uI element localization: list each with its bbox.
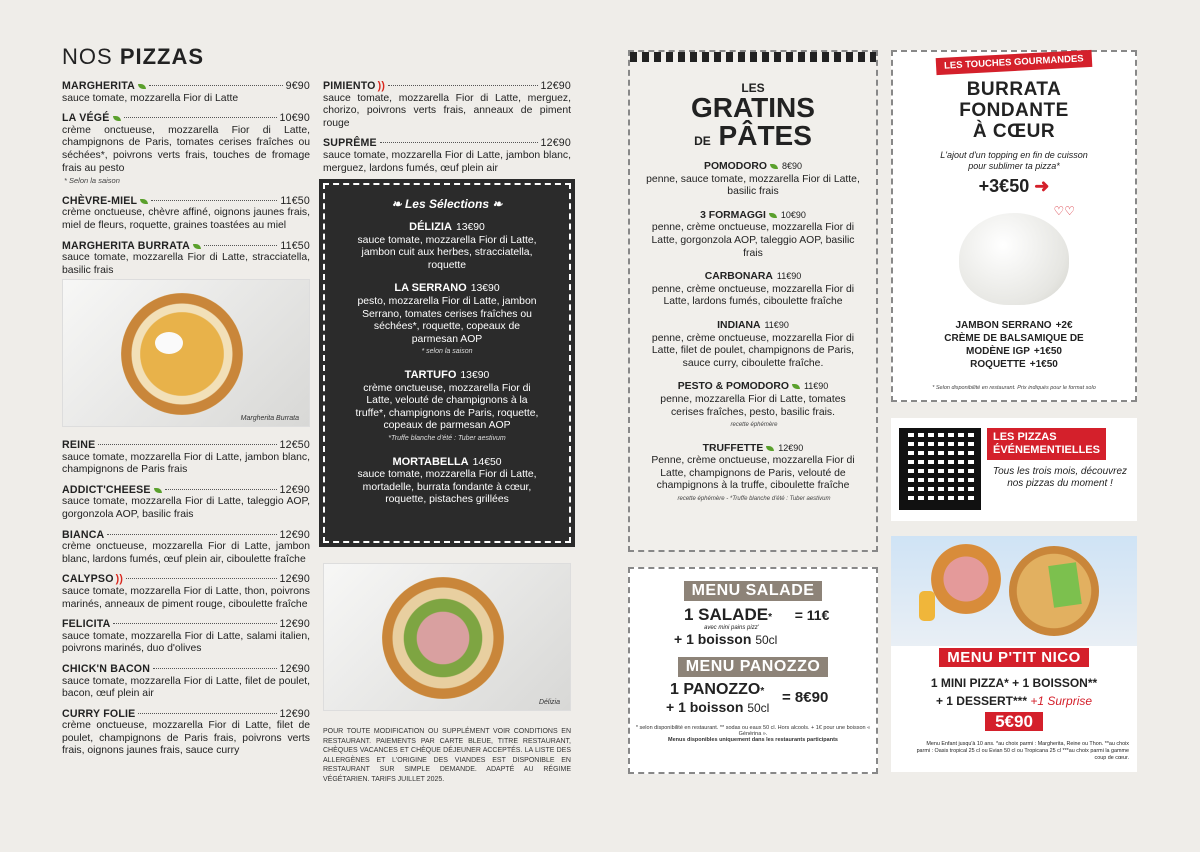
dot-leader — [126, 578, 276, 579]
menu-item — [62, 80, 310, 105]
leaf-icon — [766, 446, 774, 451]
gratin-price: 12€90 — [778, 442, 804, 453]
extra-price: +2€ — [1055, 320, 1073, 331]
gratin-price: 8€90 — [781, 161, 802, 171]
menu-salade-sub: avec mini pains pizz' — [704, 625, 759, 631]
nico-box — [891, 536, 1137, 772]
item-name-row — [62, 240, 310, 253]
events-box — [891, 418, 1137, 521]
menu-item — [62, 439, 310, 477]
burrata-title — [893, 79, 1135, 142]
gratin-desc: penne, crème onctueuse, mozzarella Fior di Latte, gorgonzola AOP, taleggio AOP, basilic frais — [651, 222, 855, 259]
burrata-note: * Selon disponibilité en restaurant. Prix indiqués pour le format solo — [932, 385, 1096, 391]
dot-leader — [165, 489, 277, 490]
item-name-row — [62, 484, 310, 497]
item-desc: crème onctueuse, chèvre affiné, oignons jaunes frais, miel de fleurs, roquette, graines toastées au miel — [62, 207, 310, 231]
pizza-image — [382, 577, 504, 699]
menu-item — [62, 112, 310, 188]
item-name: SUPRÊME — [323, 137, 377, 150]
gratin-name-row — [630, 319, 876, 333]
gratin-item — [630, 209, 876, 260]
nico-image — [891, 536, 1137, 646]
gratins-title: LES GRATINS DE PÂTES — [691, 81, 815, 151]
selection-price: 13€90 — [470, 283, 500, 295]
leaf-icon — [138, 84, 146, 89]
selection-name-row — [325, 282, 569, 296]
stripe-border — [630, 52, 876, 62]
heart-icon: ♡♡ — [1053, 204, 1075, 218]
selection-item — [325, 456, 569, 507]
item-name: CHICK'N BACON — [62, 662, 151, 675]
gratin-price: 11€90 — [776, 271, 802, 282]
chili-icon: )) — [115, 573, 124, 586]
gratin-name-row — [630, 380, 876, 394]
item-desc: crème onctueuse, mozzarella Fior di Latte, filet de poulet, champignons de Paris frais, poivrons verts frais, oignons jaunes frais, sauce curry — [62, 720, 310, 757]
gratin-name-row — [630, 160, 876, 174]
burrata-blob — [155, 332, 183, 354]
selection-price: 13€90 — [455, 222, 485, 233]
burrata-title-line: FONDANTE — [959, 100, 1069, 121]
item-price: 12€90 — [279, 662, 310, 675]
menu-panozzo-line: 1 PANOZZO* — [670, 681, 765, 698]
selection-name-row — [325, 369, 569, 383]
selection-name: MORTABELLA — [392, 455, 469, 468]
gratin-desc: penne, mozzarella Fior di Latte, tomates cerises fraîches, pesto, basilic frais. — [660, 393, 846, 418]
gratin-item — [630, 380, 876, 431]
dot-leader — [98, 444, 276, 445]
qr-code[interactable] — [899, 428, 981, 510]
selection-name-row — [325, 456, 569, 470]
selection-item — [325, 369, 569, 446]
leaf-icon — [113, 116, 121, 121]
selection-name: TARTUFO — [404, 368, 457, 381]
item-name-row — [62, 708, 310, 721]
burrata-title-line: À CŒUR — [972, 121, 1056, 142]
extra-item — [893, 358, 1135, 371]
item-desc: sauce tomate, mozzarella Fior di Latte, merguez, chorizo, poivrons verts frais, anneaux de piment rouge — [323, 92, 571, 129]
dot-leader — [151, 200, 277, 201]
extra-price: +1€50 — [1029, 359, 1058, 370]
dot-leader — [124, 117, 277, 118]
events-tag: LES PIZZAS ÉVÉNEMENTIELLES — [987, 428, 1106, 460]
menu-item — [62, 529, 310, 567]
pizza-list-1b — [62, 439, 310, 765]
gratin-price: 11€90 — [764, 319, 789, 330]
item-name: BIANCA — [62, 528, 105, 541]
gratin-name-row — [630, 209, 876, 223]
menus-note2: Menus disponibles uniquement dans les restaurants participants — [668, 737, 838, 743]
selection-name: DÉLIZIA — [409, 221, 452, 233]
gratin-price: 10€90 — [780, 209, 806, 220]
item-price: 12€90 — [279, 483, 310, 496]
menu-item — [62, 708, 310, 758]
menus-box — [628, 567, 878, 774]
gratin-name: INDIANA — [717, 319, 761, 331]
selections-title: ❧ Les Sélections ❧ — [391, 197, 503, 211]
item-name: MARGHERITA BURRATA — [62, 239, 190, 252]
item-name-row — [62, 573, 310, 586]
item-name-row — [323, 80, 571, 93]
gratin-item — [630, 319, 876, 370]
item-name-row — [62, 80, 310, 93]
menu-item — [62, 573, 310, 611]
dot-leader — [149, 85, 283, 86]
extra-label: CRÈME DE BALSAMIQUE DE MODÈNE IGP — [944, 333, 1084, 357]
item-desc: sauce tomate, mozzarella Fior di Latte, taleggio AOP, gorgonzola AOP, basilic frais — [62, 496, 310, 520]
menu-item — [323, 80, 571, 130]
item-price: 12€90 — [279, 618, 310, 631]
menu-panozzo-drink: + 1 boisson 50cl = 8€90 — [666, 689, 829, 715]
nico-price: 5€90 — [985, 712, 1043, 731]
gratin-desc: penne, crème onctueuse, mozzarella Fior di Latte, filet de poulet, champignons de Paris, sauce curry, ciboulette fraîche. — [651, 332, 855, 369]
item-name: MARGHERITA — [62, 80, 136, 92]
gratins-box — [628, 50, 878, 552]
item-name-row — [62, 439, 310, 452]
item-desc: crème onctueuse, mozzarella Fior di Latte, jambon blanc, lardons fumés, œuf plein air, ciboulette fraîche — [62, 541, 310, 565]
gratin-note: recette éphémère — [730, 422, 778, 429]
item-name-row — [62, 195, 310, 208]
menu-salade-tag: MENU SALADE — [684, 581, 823, 601]
item-desc: sauce tomate, mozzarella Fior di Latte, jambon blanc, champignons de Paris frais — [62, 451, 310, 476]
item-desc: sauce tomate, mozzarella Fior di Latte — [62, 92, 239, 104]
selection-name-row — [325, 221, 569, 235]
item-price: 11€50 — [280, 194, 310, 207]
item-price: 12€90 — [540, 80, 571, 92]
item-price: 11€50 — [280, 239, 310, 252]
item-price: 9€90 — [285, 80, 310, 92]
item-desc: crème onctueuse, mozzarella Fior di Latte, champignons de Paris, tomates cerises fraîches ou séchées*, poivrons verts frais, touches de fromage frais au pesto — [62, 124, 310, 174]
menu-item — [62, 484, 310, 522]
dot-leader — [113, 623, 276, 624]
selection-desc: sauce tomate, mozzarella Fior di Latte, mortadelle, burrata fondante à cœur, roquette, pistaches grillées — [357, 469, 537, 506]
nico-notes: Menu Enfant jusqu'à 10 ans. *au choix parmi : Margherita, Reine ou Thon. **au choix parmi : Oasis tropical 25 cl ou Evian 50 cl ou Tropicana 25 cl ***au choix parmi la gamme coup de cœur. — [916, 741, 1129, 761]
touches-tag: LES TOUCHES GOURMANDES — [936, 50, 1092, 75]
nico-tag: MENU P'TIT NICO — [939, 648, 1089, 667]
item-name: REINE — [62, 439, 96, 451]
photo-margherita-burrata — [62, 279, 310, 427]
selection-price: 13€90 — [460, 369, 490, 381]
item-name-row — [62, 663, 310, 676]
item-price: 12€90 — [279, 573, 310, 586]
dot-leader — [138, 713, 276, 714]
selection-name: LA SERRANO — [394, 282, 467, 295]
item-price: 12€90 — [540, 137, 571, 150]
leaf-icon — [154, 488, 162, 493]
leaf-icon — [770, 164, 778, 169]
selection-price: 14€50 — [472, 456, 502, 468]
gratin-desc: penne, crème onctueuse, mozzarella Fior di Latte, lardons fumés, ciboulette fraîche — [651, 283, 855, 308]
selection-item — [325, 221, 569, 272]
item-name: FELICITA — [62, 618, 111, 631]
extra-item — [893, 319, 1135, 332]
item-desc: sauce tomate, mozzarella Fior di Latte, filet de poulet, bacon, œuf plein air — [62, 675, 310, 700]
photo-caption: Délizia — [538, 699, 560, 706]
burrata-image — [959, 213, 1069, 305]
gratin-item — [630, 270, 876, 309]
gratin-price: 11€90 — [803, 381, 829, 392]
item-name: PIMIENTO — [323, 80, 376, 92]
item-price: 12€90 — [279, 528, 310, 541]
gratin-name-row — [630, 442, 876, 456]
menu-item — [62, 618, 310, 656]
gratin-name: POMODORO — [704, 161, 767, 172]
pizza-list-2 — [323, 80, 571, 182]
item-price: 12€50 — [279, 439, 310, 451]
menu-item — [323, 137, 571, 175]
selection-desc: sauce tomate, mozzarella Fior di Latte, jambon cuit aux herbes, stracciatella, roquette — [357, 234, 537, 271]
item-name-row — [62, 112, 310, 125]
chili-icon: )) — [377, 80, 386, 92]
gratin-item — [630, 442, 876, 506]
item-note: * Selon la saison — [64, 176, 120, 186]
item-price: 10€90 — [279, 112, 310, 125]
gratin-desc: Penne, crème onctueuse, mozzarella Fior di Latte, champignons de Paris, velouté de champignons à la truffe, ciboulette fraîche — [651, 455, 855, 492]
extra-item — [893, 332, 1135, 358]
burrata-title-line: BURRATA — [966, 79, 1062, 100]
selection-desc: crème onctueuse, mozzarella Fior di Latte, velouté de champignons à la truffe*, champignons de Paris, roquette, copeaux de parmesan AOP — [355, 382, 539, 432]
extra-label: ROQUETTE — [970, 359, 1026, 370]
menu-item — [62, 240, 310, 278]
selection-note: *Truffe blanche d'été : Tuber aestivum — [388, 434, 506, 442]
page-title: NOS PIZZAS — [62, 44, 205, 69]
burrata-sub: L'ajout d'un topping en fin de cuisson pour sublimer ta pizza* — [940, 150, 1088, 171]
gratin-name: CARBONARA — [704, 271, 773, 283]
burrata-price: +3€50 ➜ — [978, 176, 1050, 196]
item-name: CHÈVRE-MIEL — [62, 194, 138, 207]
events-text: Tous les trois mois, découvrez nos pizzas du moment ! — [992, 466, 1128, 489]
menus-note: * selon disponibilité en restaurant. ** sodas ou eaux 50 cl. Hors alcools. + 1€ pour une boisson « Générina ». — [635, 725, 871, 737]
leaf-icon — [193, 244, 201, 249]
photo-caption: Margherita Burrata — [240, 415, 299, 422]
gratin-name: 3 FORMAGGI — [700, 209, 766, 221]
item-name: ADDICT'CHEESE — [62, 483, 151, 496]
gratin-name-row — [630, 270, 876, 284]
dot-leader — [380, 142, 538, 143]
menu-salade-line: 1 SALADE* = 11€ — [684, 605, 830, 624]
selection-item — [325, 282, 569, 359]
extra-label: JAMBON SERRANO — [955, 320, 1052, 331]
gratin-name: TRUFFETTE — [702, 442, 764, 454]
extra-price: +1€50 — [1033, 346, 1062, 357]
menu-panozzo-tag: MENU PANOZZO — [678, 657, 829, 677]
selection-note: * selon la saison — [421, 348, 473, 356]
item-name-row — [62, 529, 310, 542]
menu-item — [62, 195, 310, 233]
item-price: 12€90 — [279, 707, 310, 720]
gratin-desc: penne, sauce tomate, mozzarella Fior di Latte, basilic frais — [646, 173, 860, 198]
item-name-row — [62, 618, 310, 631]
item-desc: sauce tomate, mozzarella Fior di Latte, thon, poivrons marinés, anneaux de piment rouge, ciboulette fraîche — [62, 585, 310, 610]
leaf-icon — [792, 384, 800, 389]
nico-line2: + 1 DESSERT*** +1 Surprise — [935, 694, 1093, 708]
item-name: CALYPSO — [62, 573, 114, 586]
dot-leader — [388, 85, 537, 86]
selections-box — [323, 183, 571, 543]
item-name: LA VÉGÉ — [62, 112, 110, 125]
item-desc: sauce tomate, mozzarella Fior di Latte, salami italien, poivrons marinés, duo d'olives — [62, 630, 310, 655]
fine-print: POUR TOUTE MODIFICATION OU SUPPLÉMENT VOIR CONDITIONS EN RESTAURANT. PAIEMENTS PAR CARTE BLEUE, TITRE RESTAURANT, CHÈQUES VACANCES ET CHÈQUE DÉJEUNER ACCEPTÉS. LA LISTE DES ALLERGÈNES ET L'ORIGINE DES VIANDES EST DISPONIBLE EN RESTAURANT SUR SIMPLE DEMANDE. ADAPTÉ AU RÉGIME VÉGÉTARIEN. TARIFS JUILLET 2025. — [323, 728, 571, 783]
dot-leader — [107, 534, 276, 535]
burrata-box — [891, 50, 1137, 402]
gratin-name: PESTO & POMODORO — [677, 381, 789, 393]
item-name: CURRY FOLIE — [62, 707, 136, 720]
selection-desc: pesto, mozzarella Fior di Latte, jambon Serrano, tomates cerises fraîches ou séchées*, roquette, copeaux de parmesan AOP — [357, 295, 537, 345]
dot-leader — [204, 245, 277, 246]
gratin-item — [630, 160, 876, 199]
item-desc: sauce tomate, mozzarella Fior di Latte, stracciatella, basilic frais — [62, 252, 310, 276]
pizza-list-1 — [62, 80, 310, 284]
item-desc: sauce tomate, mozzarella Fior di Latte, jambon blanc, merguez, lardons fumés, œuf plein air — [323, 149, 571, 174]
dot-leader — [153, 668, 276, 669]
menu-item — [62, 663, 310, 701]
leaf-icon — [769, 213, 777, 218]
photo-delizia — [323, 563, 571, 711]
pizza-image — [121, 293, 243, 415]
gratin-note: recette éphémère - *Truffe blanche d'été : Tuber aestivum — [677, 496, 831, 503]
leaf-icon — [140, 199, 148, 204]
item-name-row — [323, 137, 571, 150]
menu-salade-drink: + 1 boisson 50cl — [674, 631, 778, 647]
nico-line1: 1 MINI PIZZA* + 1 BOISSON** — [930, 676, 1098, 690]
